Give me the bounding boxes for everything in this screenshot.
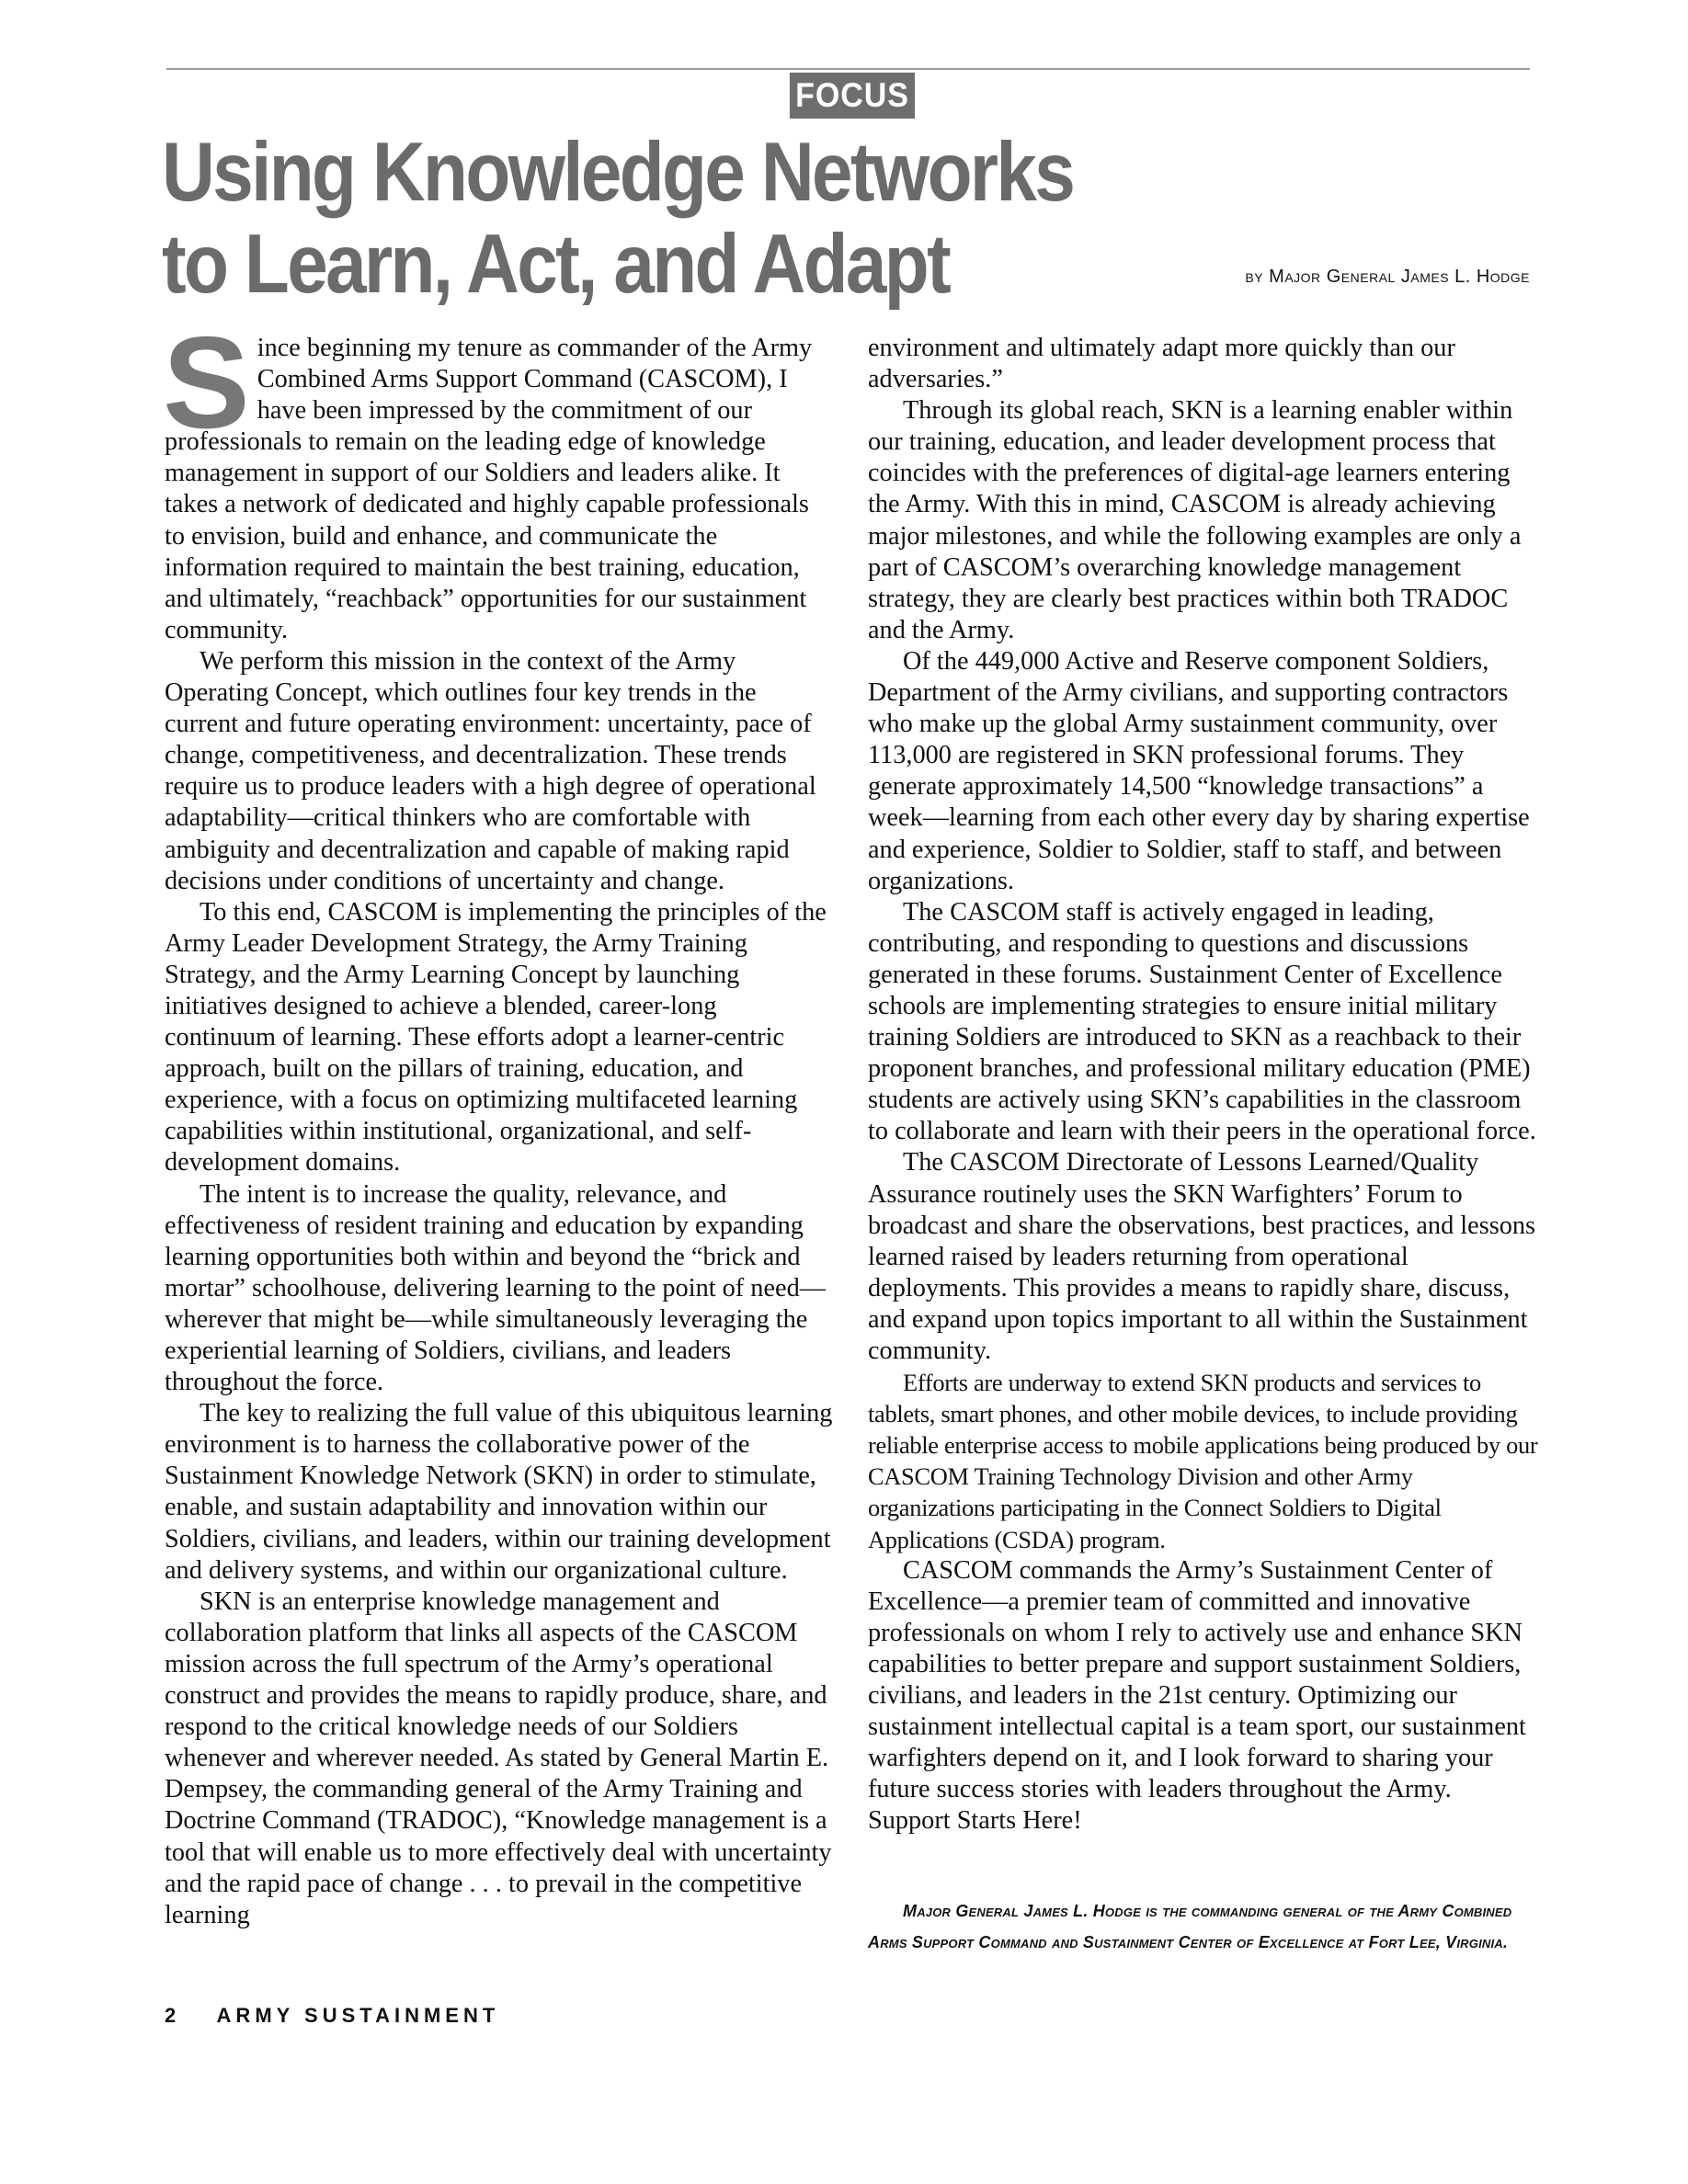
section-label: FOCUS [790,73,915,119]
publication-name: ARMY SUSTAINMENT [216,2004,500,2027]
paragraph: SKN is an enterprise knowledge management and collaboration platform that links all aspects of the CASCOM mission across the full spectrum of the Army’s operational construct and provides the means to rapidly produce, share, and respond to the critical knowledge needs of our Soldiers whenever and wherever needed. As stated by General Martin E. Dempsey, the commanding general of the Army Training and Doctrine Command (TRADOC), “Knowledge management is a tool that will enable us to more effectively deal with uncertainty and the rapid pace of change . . . to prevail in the competitive learning [165,1587,832,1929]
paragraph: Of the 449,000 Active and Reserve component Soldiers, Department of the Army civilians, and supporting contractors who make up the global Army sustainment community, over 113,000 are registered in SKN professional forums. They generate approximately 14,500 “knowledge transactions” a week—learning from each other every day by sharing expertise and experience, Soldier to Soldier, staff to staff, and between organizations. [868,646,1530,895]
right-column [868,333,1539,1837]
page-number: 2 [165,2004,177,2027]
paragraph [163,310,833,646]
drop-cap: S [163,310,250,456]
left-column [163,310,833,1931]
article-title [162,127,1092,311]
paragraph: CASCOM commands the Army’s Sustainment Center of Excellence—a premier team of committed and innovative professionals on whom I rely to actively use and enhance SKN capabilities to better prepare and support sustainment Soldiers, civilians, and leaders in the 21st century. Optimizing our sustainment intellectual capital is a team sport, our sustainment warfighters depend on it, and I look forward to sharing your future success stories with leaders throughout the Army. Support Starts Here! [868,1555,1526,1836]
top-rule [166,68,1530,70]
paragraph: The key to realizing the full value of this ubiquitous learning environment is to harness the collaborative power of the Sustainment Knowledge Network (SKN) in order to stimulate, enable, and sustain adaptability and innovation within our Soldiers, civilians, and leaders, within our training development and delivery systems, and within our organizational culture. [165,1399,833,1585]
paragraph: The intent is to increase the quality, relevance, and effectiveness of resident training and education by expanding learning opportunities both within and beyond the “brick and mortar” schoolhouse, delivering learning to the point of need—wherever that might be—while simultaneously leveraging the experiential learning of Soldiers, civilians, and leaders throughout the force. [165,1179,827,1397]
paragraph: The CASCOM Directorate of Lessons Learned/Quality Assurance routinely uses the SKN Warfighters’ Forum to broadcast and share the observations, best practices, and lessons learned raised by leaders returning from operational deployments. This provides a means to rapidly share, discuss, and expand upon topics important to all within the Sustainment community. [868,1148,1536,1365]
byline-author: Major General James L. Hodge [1269,267,1530,287]
author-bio: Major General James L. Hodge is the commanding general of the Army Combined Arms Support Command and Sustainment Center of Excellence at Fort Lee, Virginia. [868,1902,1512,1951]
paragraph: environment and ultimately adapt more quickly than our adversaries.” [868,334,1455,394]
paragraph: Through its global reach, SKN is a learning enabler within our training, education, and leader development process that coincides with the preferences of digital-age learners entering the Army. With this in mind, CASCOM is already achieving major milestones, and while the following examples are only a part of CASCOM’s overarching knowledge management strategy, they are clearly best practices within both TRADOC and the Army. [868,396,1522,644]
title-line-1: Using Knowledge Networks [162,126,1074,219]
paragraph-text: ince beginning my tenure as commander of the Army Combined Arms Support Command (CASCOM), I have been impressed by the commitment of our professionals to remain on the leading edge of knowledge management in support of our Soldiers and leaders alike. It takes a network of dedicated and highly capable professionals to envision, build and enhance, and communicate the information required to maintain the best training, education, and ultimately, “reachback” opportunities for our sustainment community. [165,334,813,644]
paragraph: The CASCOM staff is actively engaged in leading, contributing, and responding to questions and discussions generated in these forums. Sustainment Center of Excellence schools are implementing strategies to ensure initial military training Soldiers are introduced to SKN as a reachback to their proponent branches, and professional military education (PME) students are actively using SKN’s capabilities in the classroom to collaborate and learn with their peers in the operational force. [868,897,1536,1146]
byline-by: by [1245,267,1264,287]
byline [1245,267,1530,288]
paragraph: We perform this mission in the context of the Army Operating Concept, which outlines four key trends in the current and future operating environment: uncertainty, pace of change, competitiveness, and decentralization. These trends require us to produce leaders with a high degree of operational adaptability—critical thinkers who are comfortable with ambiguity and decentralization and capable of making rapid decisions under conditions of uncertainty and change. [165,646,816,895]
paragraph: To this end, CASCOM is implementing the principles of the Army Leader Development Strategy, the Army Training Strategy, and the Army Learning Concept by launching initiatives designed to achieve a blended, career-long continuum of learning. These efforts adopt a learner-centric approach, built on the pillars of training, education, and experience, with a focus on optimizing multifaceted learning capabilities within institutional, organizational, and self-development domains. [165,897,827,1177]
title-line-2: to Learn, Act, and Adapt [162,218,950,311]
paragraph: Efforts are underway to extend SKN products and services to tablets, smart phones, and other mobile devices, to include providing reliable enterprise access to mobile applications being produced by our CASCOM Training Technology Division and other Army organizations participating in the Connect Soldiers to Digital Applications (CSDA) program. [868,1369,1538,1553]
page-footer [165,2004,499,2028]
